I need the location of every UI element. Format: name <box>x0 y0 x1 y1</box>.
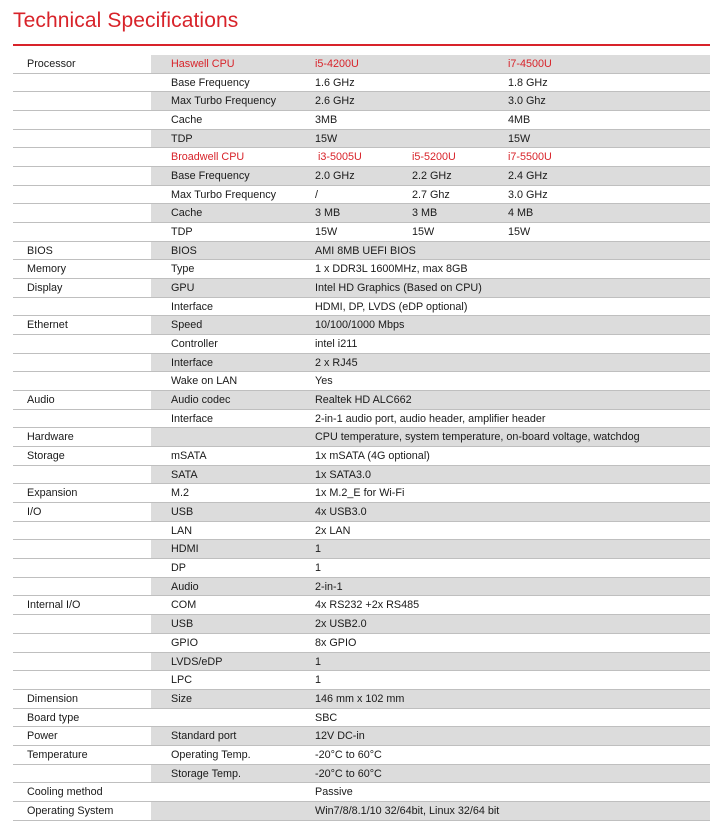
spec-value: i5-4200U <box>315 58 359 70</box>
category-label: Storage <box>27 450 65 463</box>
spec-value: 1 <box>315 543 322 556</box>
spec-row <box>13 484 710 503</box>
category-label <box>27 410 147 429</box>
spec-row <box>13 466 710 485</box>
spec-value: 2 x RJ45 <box>315 356 358 369</box>
spec-label: Broadwell CPU <box>171 151 245 164</box>
spec-value: i5-5200U <box>412 151 456 164</box>
category-label <box>27 653 147 672</box>
spec-row <box>13 223 710 242</box>
category-label <box>27 578 147 597</box>
spec-row <box>13 260 710 279</box>
category-label: Ethernet <box>27 319 68 332</box>
spec-value: 1x SATA3.0 <box>315 468 372 481</box>
spec-value: 3 MB <box>412 207 438 220</box>
spec-value: 1x M.2_E for Wi-Fi <box>315 487 405 500</box>
spec-row <box>13 111 710 130</box>
row-shade <box>151 242 710 261</box>
spec-label: Audio <box>171 580 199 593</box>
spec-value: 2x USB2.0 <box>315 618 367 631</box>
category-label: Processor <box>27 58 76 70</box>
spec-label: Storage Temp. <box>171 767 242 780</box>
spec-row <box>13 204 710 223</box>
spec-label: LVDS/eDP <box>171 655 223 668</box>
spec-value: 1x mSATA (4G optional) <box>315 450 430 463</box>
spec-label: COM <box>171 599 197 612</box>
spec-value: 1.8 GHz <box>508 76 548 89</box>
spec-value: 3MB <box>315 114 338 127</box>
spec-label: Audio codec <box>171 394 231 407</box>
spec-value: i3-5005U <box>318 151 362 164</box>
spec-row <box>13 354 710 373</box>
spec-row <box>13 634 710 653</box>
spec-value: CPU temperature, system temperature, on-board voltage, watchdog <box>315 431 640 444</box>
spec-value: Passive <box>315 786 353 799</box>
spec-label: LAN <box>171 524 193 537</box>
spec-value: / <box>315 188 318 201</box>
spec-row <box>13 335 710 354</box>
category-label: Audio <box>27 394 55 407</box>
spec-value: 8x GPIO <box>315 636 357 649</box>
category-label <box>27 130 147 149</box>
spec-value: 2.0 GHz <box>315 170 355 183</box>
spec-value: Win7/8/8.1/10 32/64bit, Linux 32/64 bit <box>315 804 500 817</box>
spec-value: 15W <box>315 132 338 145</box>
spec-value: 10/100/1000 Mbps <box>315 319 405 332</box>
spec-label: Base Frequency <box>171 76 250 89</box>
spec-row <box>13 503 710 522</box>
spec-value: 3 MB <box>315 207 341 220</box>
category-label <box>27 372 147 391</box>
spec-row <box>13 690 710 709</box>
spec-value: 146 mm x 102 mm <box>315 692 405 705</box>
spec-label: Interface <box>171 300 214 313</box>
category-label: Board type <box>27 711 80 724</box>
spec-row <box>13 410 710 429</box>
category-label <box>27 522 147 541</box>
spec-label: Max Turbo Frequency <box>171 95 277 108</box>
row-shade <box>151 615 710 634</box>
spec-row <box>13 391 710 410</box>
spec-label: Standard port <box>171 730 237 743</box>
category-label: Hardware <box>27 431 74 444</box>
spec-row <box>13 148 710 167</box>
spec-row <box>13 522 710 541</box>
spec-label: Type <box>171 263 195 276</box>
row-shade <box>151 503 710 522</box>
spec-label: Cache <box>171 114 203 127</box>
spec-row <box>13 130 710 149</box>
spec-value: 1 <box>315 655 322 668</box>
category-label: Dimension <box>27 692 79 705</box>
row-shade <box>151 653 710 672</box>
spec-row <box>13 802 710 821</box>
spec-label: Size <box>171 692 193 705</box>
category-label <box>27 204 147 223</box>
category-label: Temperature <box>27 748 88 761</box>
category-label <box>27 634 147 653</box>
spec-row <box>13 167 710 186</box>
category-label <box>27 671 147 690</box>
spec-value: 3.0 Ghz <box>508 95 546 108</box>
category-label: Power <box>27 730 58 743</box>
spec-value: 4MB <box>508 114 531 127</box>
category-label: Operating System <box>27 804 114 817</box>
category-label <box>27 540 147 559</box>
row-shade <box>151 316 710 335</box>
spec-row <box>13 298 710 317</box>
spec-row <box>13 279 710 298</box>
category-label <box>27 148 147 167</box>
category-label: Internal I/O <box>27 599 81 612</box>
spec-value: 4x USB3.0 <box>315 506 367 519</box>
spec-label: Wake on LAN <box>171 375 238 388</box>
spec-row <box>13 709 710 728</box>
spec-label: TDP <box>171 132 193 145</box>
spec-value: i7-4500U <box>508 58 552 70</box>
row-shade <box>151 130 710 149</box>
category-label <box>27 92 147 111</box>
spec-value: AMI 8MB UEFI BIOS <box>315 244 416 257</box>
spec-value: 1 x DDR3L 1600MHz, max 8GB <box>315 263 468 276</box>
spec-row <box>13 765 710 784</box>
spec-row <box>13 447 710 466</box>
category-label: BIOS <box>27 244 53 257</box>
row-shade <box>151 55 710 74</box>
category-label <box>27 466 147 485</box>
spec-label: Cache <box>171 207 203 220</box>
spec-value: 2.6 GHz <box>315 95 355 108</box>
spec-value: 4 MB <box>508 207 534 220</box>
spec-value: i7-5500U <box>508 151 552 164</box>
spec-label: M.2 <box>171 487 189 500</box>
spec-label: Operating Temp. <box>171 748 251 761</box>
row-shade <box>151 466 710 485</box>
category-label <box>27 765 147 784</box>
spec-value: Realtek HD ALC662 <box>315 394 412 407</box>
spec-value: 2.2 GHz <box>412 170 452 183</box>
spec-row <box>13 671 710 690</box>
spec-value: -20°C to 60°C <box>315 748 382 761</box>
spec-value: HDMI, DP, LVDS (eDP optional) <box>315 300 468 313</box>
spec-row <box>13 186 710 205</box>
category-label <box>27 167 147 186</box>
spec-label: Interface <box>171 412 214 425</box>
category-label <box>27 615 147 634</box>
row-shade <box>151 391 710 410</box>
spec-value: intel i211 <box>315 338 358 351</box>
spec-table <box>13 55 710 821</box>
spec-value: Yes <box>315 375 333 388</box>
spec-value: Intel HD Graphics (Based on CPU) <box>315 282 482 295</box>
category-label <box>27 559 147 578</box>
spec-row <box>13 55 710 74</box>
spec-row <box>13 578 710 597</box>
spec-row <box>13 783 710 802</box>
spec-label: USB <box>171 506 194 519</box>
spec-value: 1 <box>315 562 322 575</box>
spec-row <box>13 428 710 447</box>
row-shade <box>151 690 710 709</box>
spec-label: Base Frequency <box>171 170 250 183</box>
spec-label: GPIO <box>171 636 198 649</box>
spec-value: 1 <box>315 674 322 687</box>
category-label <box>27 335 147 354</box>
spec-value: SBC <box>315 711 338 724</box>
spec-label: USB <box>171 618 194 631</box>
spec-value: 2-in-1 audio port, audio header, amplifier header <box>315 412 546 425</box>
spec-value: 12V DC-in <box>315 730 365 743</box>
category-label: I/O <box>27 506 42 519</box>
spec-row <box>13 596 710 615</box>
spec-row <box>13 74 710 93</box>
category-label <box>27 111 147 130</box>
spec-value: 2.7 Ghz <box>412 188 450 201</box>
spec-label: Interface <box>171 356 214 369</box>
category-label <box>27 223 147 242</box>
spec-row <box>13 92 710 111</box>
spec-row <box>13 653 710 672</box>
row-shade <box>151 354 710 373</box>
spec-row <box>13 242 710 261</box>
spec-value: 15W <box>412 226 435 239</box>
spec-label: Haswell CPU <box>171 58 235 70</box>
spec-value: 2x LAN <box>315 524 351 537</box>
spec-value: 3.0 GHz <box>508 188 548 201</box>
row-shade <box>151 540 710 559</box>
spec-label: HDMI <box>171 543 199 556</box>
spec-value: 15W <box>508 226 531 239</box>
spec-row <box>13 559 710 578</box>
spec-row <box>13 615 710 634</box>
spec-label: TDP <box>171 226 193 239</box>
spec-label: Speed <box>171 319 203 332</box>
spec-label: GPU <box>171 282 195 295</box>
spec-row <box>13 540 710 559</box>
category-label <box>27 354 147 373</box>
spec-label: LPC <box>171 674 193 687</box>
spec-label: SATA <box>171 468 198 481</box>
spec-label: Max Turbo Frequency <box>171 188 277 201</box>
title-underline <box>13 44 710 46</box>
row-shade <box>151 578 710 597</box>
category-label: Memory <box>27 263 66 276</box>
spec-value: 2.4 GHz <box>508 170 548 183</box>
spec-value: 2-in-1 <box>315 580 343 593</box>
category-label <box>27 186 147 205</box>
spec-value: 1.6 GHz <box>315 76 355 89</box>
spec-label: mSATA <box>171 450 207 463</box>
spec-value: 15W <box>508 132 531 145</box>
spec-value: 4x RS232 +2x RS485 <box>315 599 420 612</box>
spec-row <box>13 372 710 391</box>
spec-label: DP <box>171 562 186 575</box>
spec-value: 15W <box>315 226 338 239</box>
spec-value: -20°C to 60°C <box>315 767 382 780</box>
spec-row <box>13 746 710 765</box>
spec-label: BIOS <box>171 244 197 257</box>
category-label: Expansion <box>27 487 78 500</box>
page-title: Technical Specifications <box>13 9 239 32</box>
spec-label: Controller <box>171 338 218 351</box>
category-label <box>27 74 147 93</box>
category-label <box>27 298 147 317</box>
category-label: Display <box>27 282 63 295</box>
category-label: Cooling method <box>27 786 103 799</box>
spec-row <box>13 727 710 746</box>
spec-row <box>13 316 710 335</box>
